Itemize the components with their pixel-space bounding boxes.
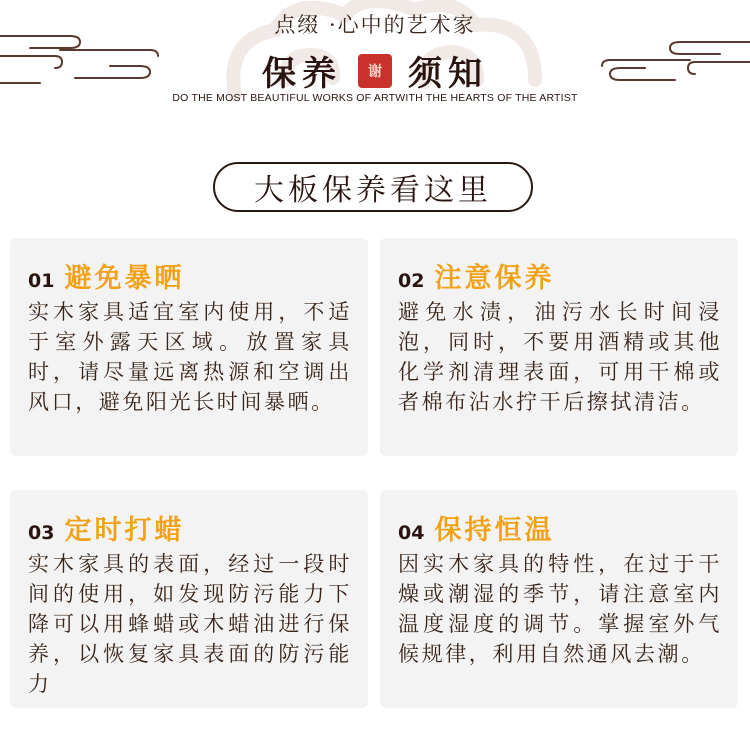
card-text: 实木家具适宜室内使用，不适于室外露天区域。放置家具时，请尽量远离热源和空调出风口，避免阳光长时间暴晒。 [28,300,352,414]
section-heading [213,162,533,212]
card-heading: 定时打蜡 [64,515,185,546]
card-text: 实木家具的表面，经过一段时间的使用，如发现防污能力下降可以用蜂蜡或木蜡油进行保养，以恢复家具表面的防污能力 [28,552,352,696]
card-number: 01 [28,270,55,292]
title-left: 保养 [262,54,342,94]
page-title [0,46,750,95]
seal-stamp: 谢 [358,54,392,88]
card-heading: 避免暴晒 [64,263,185,294]
section-heading-text: 大板保养看这里 [254,173,492,208]
card-number: 04 [398,522,425,544]
title-right: 须知 [408,54,488,94]
card-title [28,508,352,547]
care-card [10,490,368,708]
care-card [380,238,738,456]
header-subtitle: 点缀 ·心中的艺术家 [274,13,476,37]
card-title [398,508,722,547]
card-text: 避免水渍，油污水长时间浸泡，同时，不要用酒精或其他化学剂清理表面，可用干棉或者棉布沾水拧干后擦拭清洁。 [398,300,722,414]
card-title [398,256,722,295]
card-number: 03 [28,522,55,544]
card-text: 因实木家具的特性，在过于干燥或潮湿的季节，请注意室内温度湿度的调节。掌握室外气候规律，利用自然通风去潮。 [398,552,722,666]
english-tagline: DO THE MOST BEAUTIFUL WORKS OF ARTWITH THE HEARTS OF THE ARTIST [172,92,578,104]
header [0,0,750,140]
card-heading: 保持恒温 [434,515,555,546]
care-card [380,490,738,708]
care-card [10,238,368,456]
card-number: 02 [398,270,425,292]
card-heading: 注意保养 [434,263,555,294]
card-title [28,256,352,295]
